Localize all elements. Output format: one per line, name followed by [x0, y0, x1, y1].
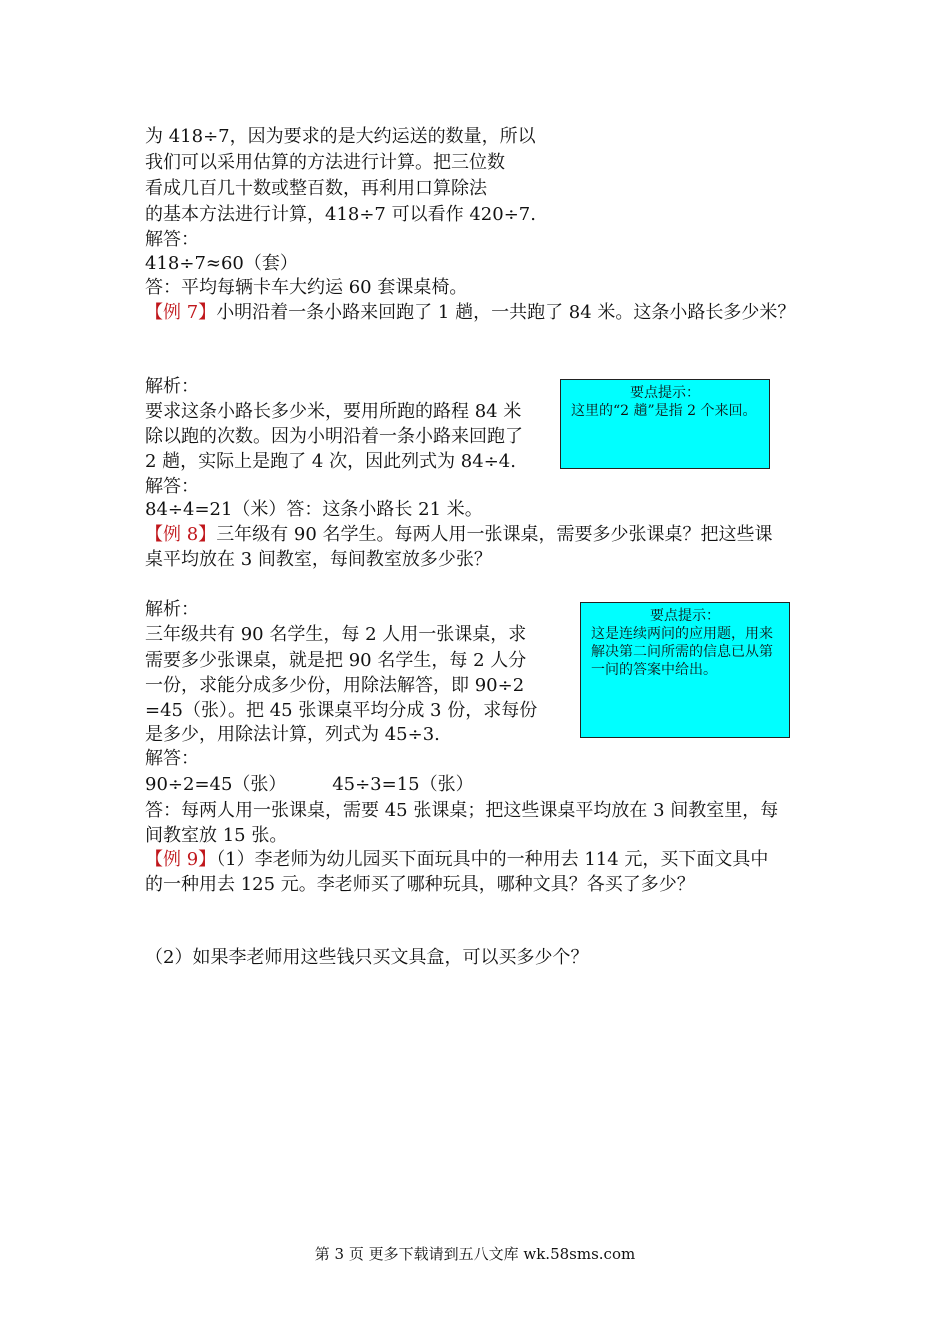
- example-8-solution-line: 答：每两人用一张课桌，需要 45 张课桌；把这些课桌平均放在 3 间教室里，每: [145, 800, 779, 821]
- intro-line: 我们可以采用估算的方法进行计算。把三位数: [145, 152, 505, 173]
- example-9-question: [145, 847, 768, 873]
- example-7-text: 小明沿着一条小路来回跑了 1 趟，一共跑了 84 米。这条小路长多少米？: [216, 302, 796, 323]
- intro-line: 答：平均每辆卡车大约运 60 套课桌椅。: [145, 277, 468, 298]
- example-8-solution-line: 是多少，用除法计算，列式为 45÷3.: [145, 724, 440, 745]
- intro-line: 解答：: [145, 229, 199, 250]
- tip-box-2: [580, 602, 790, 738]
- example-7-tag: 【例 7】: [145, 302, 217, 323]
- example-7-solution-line: 要求这条小路长多少米，要用所跑的路程 84 米: [145, 401, 522, 422]
- tip-box-2-body: 这是连续两问的应用题，用来解决第二问所需的信息已从第一问的答案中给出。: [591, 626, 773, 678]
- example-7-solution-line: 解答：: [145, 476, 199, 497]
- intro-line: 为 418÷7，因为要求的是大约运送的数量，所以: [145, 126, 536, 147]
- tip-box-1-title: 要点提示：: [630, 385, 700, 401]
- example-8-question: [145, 522, 773, 548]
- example-9-question-line2: 的一种用去 125 元。李老师买了哪种玩具，哪种文具？各买了多少？: [145, 874, 695, 895]
- example-8-solution-line: 解答：: [145, 748, 199, 769]
- intro-line: 的基本方法进行计算，418÷7 可以看作 420÷7.: [145, 204, 536, 225]
- tip-box-2-title: 要点提示：: [650, 608, 720, 624]
- example-8-solution-line: 解析：: [145, 599, 199, 620]
- example-8-solution-line: =45（张）。把 45 张课桌平均分成 3 份，求每份: [145, 700, 538, 721]
- example-8-solution-line: 间教室放 15 张。: [145, 825, 288, 846]
- example-8-solution-line: 一份，求能分成多少份，用除法解答，即 90÷2: [145, 675, 525, 696]
- example-9-tag: 【例 9】: [145, 849, 217, 870]
- example-8-text: 三年级有 90 名学生。每两人用一张课桌，需要多少张课桌？把这些课: [216, 524, 773, 545]
- example-8-solution-line: 需要多少张课桌，就是把 90 名学生，每 2 人分: [145, 650, 527, 671]
- intro-line: 418÷7≈60（套）: [145, 253, 298, 274]
- example-8-solution-line: 90÷2=45（张） 45÷3=15（张）: [145, 774, 474, 795]
- example-7-question: [145, 300, 795, 326]
- example-8-solution-line: 三年级共有 90 名学生，每 2 人用一张课桌，求: [145, 624, 527, 645]
- intro-line: 看成几百几十数或整百数，再利用口算除法: [145, 178, 487, 199]
- example-9-question-2: （2）如果李老师用这些钱只买文具盒，可以买多少个？: [145, 947, 589, 968]
- example-8-question-line2: 桌平均放在 3 间教室，每间教室放多少张？: [145, 549, 492, 570]
- example-8-tag: 【例 8】: [145, 524, 217, 545]
- example-7-solution-line: 解析：: [145, 376, 199, 397]
- example-9-text: （1）李老师为幼儿园买下面玩具中的一种用去 114 元，买下面文具中: [216, 849, 769, 870]
- tip-box-1: [560, 379, 770, 469]
- tip-box-1-body: 这里的“2 趟”是指 2 个来回。: [571, 403, 757, 419]
- example-7-solution-line: 除以跑的次数。因为小明沿着一条小路来回跑了: [145, 426, 523, 447]
- example-7-solution-line: 84÷4=21（米）答：这条小路长 21 米。: [145, 499, 483, 520]
- page-footer: 第 3 页 更多下载请到五八文库 wk.58sms.com: [314, 1245, 636, 1263]
- example-7-solution-line: 2 趟，实际上是跑了 4 次，因此列式为 84÷4.: [145, 451, 516, 472]
